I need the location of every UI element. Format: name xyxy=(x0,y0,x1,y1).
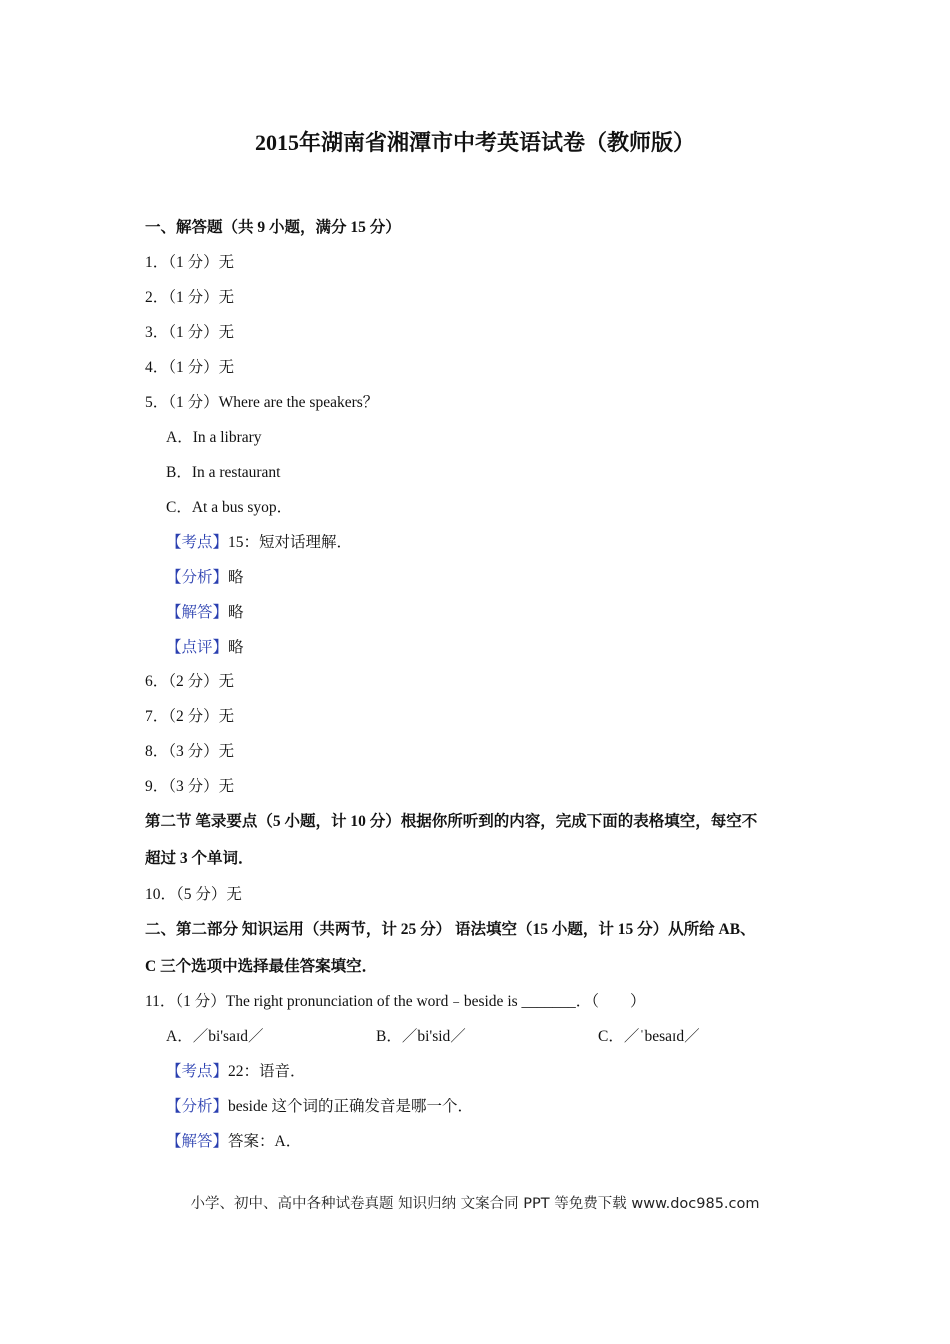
dianping-tag: 【点评】 xyxy=(166,639,229,656)
question-5-option-c: C．At a bus syop． xyxy=(166,499,293,516)
question-3: 3．（1 分）无 xyxy=(145,324,235,341)
question-11-option-c: C．／ˈbesaɪd／ xyxy=(598,1028,700,1045)
section-header: 一、解答题（共 9 小题，满分 15 分） xyxy=(145,219,401,236)
question-2: 2．（1 分）无 xyxy=(145,289,235,306)
question-7: 7．（2 分）无 xyxy=(145,708,235,725)
question-5-dianping xyxy=(166,638,244,658)
question-1: 1．（1 分）无 xyxy=(145,254,235,271)
part-2-header-line-1: 二、第二部分 知识运用（共两节，计 25 分） 语法填空（15 小题，计 15 分）从所给 AB、 xyxy=(145,921,756,938)
fenxi-tag: 【分析】 xyxy=(166,569,229,586)
dianping-text: 略 xyxy=(228,639,244,656)
kaodian-tag: 【考点】 xyxy=(166,1063,229,1080)
page-footer: 小学、初中、高中各种试卷真题 知识归纳 文案合同 PPT 等免费下载 www.doc985.com xyxy=(190,1196,760,1212)
question-8: 8．（3 分）无 xyxy=(145,743,235,760)
jieda-tag: 【解答】 xyxy=(166,604,229,621)
fenxi-text: beside 这个词的正确发音是哪一个． xyxy=(228,1098,473,1115)
section-2-header-line-2: 超过 3 个单词． xyxy=(145,850,254,867)
jieda-text: 略 xyxy=(228,604,244,621)
question-9: 9．（3 分）无 xyxy=(145,778,235,795)
question-5-option-a: A．In a library xyxy=(166,429,262,446)
question-4: 4．（1 分）无 xyxy=(145,359,235,376)
question-11-jieda xyxy=(166,1132,301,1152)
question-11-option-a: A．／bi'saɪd／ xyxy=(166,1028,264,1045)
question-5-option-b: B．In a restaurant xyxy=(166,464,281,481)
kaodian-tag: 【考点】 xyxy=(166,534,229,551)
question-10: 10．（5 分）无 xyxy=(145,886,242,903)
kaodian-text: 22：语音． xyxy=(228,1063,306,1080)
jieda-tag: 【解答】 xyxy=(166,1133,229,1150)
question-11-options xyxy=(166,1027,726,1047)
question-5-fenxi xyxy=(166,568,244,588)
section-2-header-line-1: 第二节 笔录要点（5 小题，计 10 分）根据你所听到的内容，完成下面的表格填空，每空不 xyxy=(145,813,758,830)
question-6: 6．（2 分）无 xyxy=(145,673,235,690)
question-11-fenxi xyxy=(166,1097,473,1117)
jieda-text: 答案：A． xyxy=(228,1133,302,1150)
document-title: 2015年湖南省湘潭市中考英语试卷（教师版） xyxy=(254,130,695,155)
question-11-stem: 11．（1 分）The right pronunciation of the word﹣beside is _______．（ ） xyxy=(145,993,646,1010)
question-11-option-b: B．／bi'sid／ xyxy=(376,1028,466,1045)
question-5-stem: 5．（1 分）Where are the speakers？ xyxy=(145,394,379,411)
part-2-header-line-2: C 三个选项中选择最佳答案填空． xyxy=(145,958,378,975)
question-5-kaodian xyxy=(166,533,352,553)
fenxi-text: 略 xyxy=(228,569,244,586)
kaodian-text: 15：短对话理解． xyxy=(228,534,353,551)
question-5-jieda xyxy=(166,603,244,623)
question-11-kaodian xyxy=(166,1062,306,1082)
fenxi-tag: 【分析】 xyxy=(166,1098,229,1115)
